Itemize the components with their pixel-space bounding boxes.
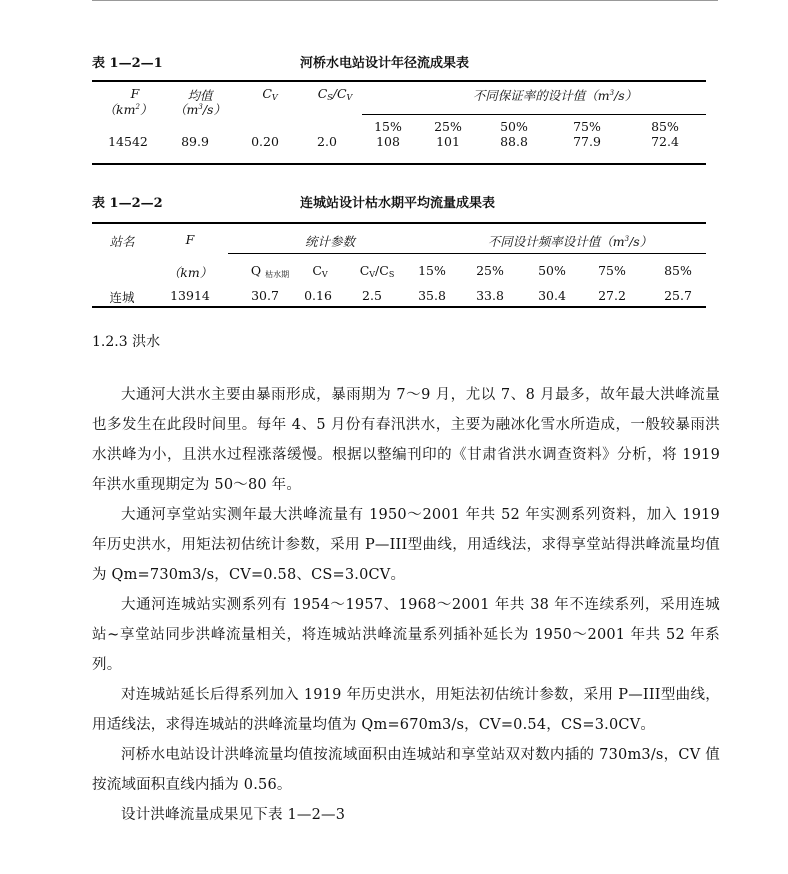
table1-header-design-group: 不同保证率的设计值$(m^3/s)$ [472,88,638,103]
table1-cell-v50: 88.8 [500,134,528,149]
table2-header-design-group: 不同设计频率设计值$(m^3/s)$ [487,234,653,249]
table2-caption [92,192,712,212]
table2-cell-v50: 30.4 [538,288,566,303]
table1-caption [92,52,712,72]
table1-cell-v25: 101 [436,134,460,149]
table1-caption-number: 表 1—2—1 [92,56,163,71]
table2-bottom-rule [92,306,706,308]
top-border-line [92,0,718,1]
table1-header-f: F [130,86,140,101]
table2-header-f: F [185,232,195,247]
table2-header-stats-group: 统计参数 [304,234,355,249]
paragraph-3: 大通河连城站实测系列有 1954～1957、1968～2001 年共 38 年不连续系列，采用连城站~享堂站同步洪峰流量相关，将连城站洪峰流量系列插补延长为 1950～2001 年共 52 年系列。 [92,597,720,673]
table2-header-f-unit: （km） [167,265,213,280]
table1-header-cv: $C_V$ [262,86,278,102]
table2-p85: 85% [664,263,692,278]
table2-p25: 25% [476,263,504,278]
paragraph-2: 大通河享堂站实测年最大洪峰流量有 1950～2001 年共 52 年实测系列资料，加入 1919 年历史洪水，用矩法初估统计参数，采用 P—III型曲线，用适线法，求得享堂站得洪峰流量均值为 Qm=730m3/s，CV=0.58、CS=3.0CV。 [92,507,720,583]
table2-header-station: 站名 [109,234,135,249]
section-number: 1.2.3 [92,334,128,350]
table2-cell-v15: 35.8 [418,288,446,303]
table2-cell-cv: 0.16 [304,288,332,303]
table1-cell-v75: 77.9 [573,134,601,149]
table2-cell-cvcs: 2.5 [362,288,382,303]
table2-header-q: Q $_{枯水期}$ [250,263,290,279]
table2-p15: 15% [418,263,446,278]
table1-cell-mean: 89.9 [181,134,209,149]
table1-cell-f: 14542 [108,134,148,149]
table2-subheader-rule [228,253,706,254]
paragraph-6: 设计洪峰流量成果见下表 1—2—3 [121,807,346,823]
body-text [92,380,720,830]
table1-header-mean: 均值 [187,88,213,103]
paragraph-5: 河桥水电站设计洪峰流量均值按流域面积由连城站和享堂站双对数内插的 730m3/s，CV 值按流域面积直线内插为 0.56。 [92,747,720,793]
table2-header-cvcs: $C_V/C_S$ [359,263,395,279]
table2-caption-title: 连城站设计枯水期平均流量成果表 [300,196,496,211]
table1-top-rule [92,80,706,82]
table2-cell-v25: 33.8 [476,288,504,303]
table1-caption-title: 河桥水电站设计年径流成果表 [300,56,470,71]
table1-header-f-unit: $(km^2)$ [103,102,153,117]
table1-cell-cv: 0.20 [251,134,279,149]
table1-p85: 85% [651,119,679,134]
table1-header-mean-unit: $(m^3/s)$ [174,102,226,117]
section-heading [92,331,160,351]
table2-header-cv: $C_V$ [312,263,328,279]
table1-header-cscv: $C_S/C_V$ [317,86,353,102]
table2-p50: 50% [538,263,566,278]
paragraph-1: 大通河大洪水主要由暴雨形成，暴雨期为 7～9 月，尤以 7、8 月最多，故年最大洪峰流量也多发生在此段时间里。每年 4、5 月份有春汛洪水，主要为融冰化雪水所造成，一般较暴雨洪水洪峰为小，且洪水过程涨落缓慢。根据以整编刊印的《甘肃省洪水调查资料》分析，将 1919 年洪水重现期定为 50～80 年。 [92,387,720,493]
table1-p75: 75% [573,119,601,134]
table2-cell-station: 连城 [109,290,135,305]
table2-caption-number: 表 1—2—2 [92,196,163,211]
table1-cell-v85: 72.4 [651,134,679,149]
section-title: 洪水 [132,334,161,350]
paragraph-4: 对连城站延长后得系列加入 1919 年历史洪水，用矩法初估统计参数，采用 P—III型曲线，用适线法，求得连城站的洪峰流量均值为 Qm=670m3/s，CV=0.54，CS=3.0CV。 [92,687,720,733]
table1-p25: 25% [434,119,462,134]
table2-cell-f: 13914 [170,288,210,303]
table2-cell-v85: 25.7 [664,288,692,303]
table1-cell-v15: 108 [376,134,400,149]
table1-cell-cscv: 2.0 [317,134,337,149]
table2-cell-q: 30.7 [251,288,279,303]
table1-p15: 15% [374,119,402,134]
table2-p75: 75% [598,263,626,278]
table2-cell-v75: 27.2 [598,288,626,303]
table1-bottom-rule [92,163,706,165]
table2-top-rule [92,222,706,224]
table1-p50: 50% [500,119,528,134]
table1-subheader-rule [362,114,706,115]
